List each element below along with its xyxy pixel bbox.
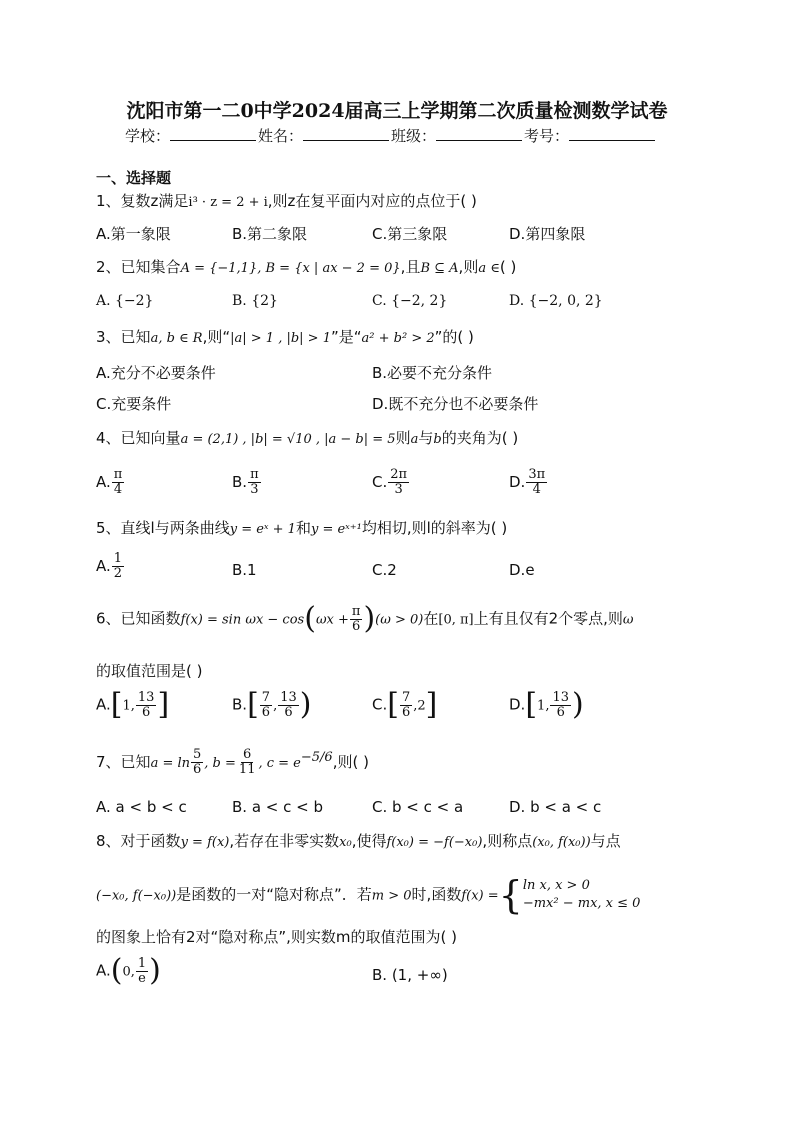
option-c[interactable]: C.充要条件: [96, 395, 172, 413]
numerator: 2π: [390, 467, 408, 482]
fraction: [112, 552, 124, 581]
class-label: 班级：: [391, 127, 437, 145]
math-expression: f(x) =: [461, 888, 499, 904]
page-title: 沈阳市第一二0中学2024届高三上学期第二次质量检测数学试卷: [126, 100, 668, 122]
numerator: 1: [113, 551, 123, 566]
fraction: [550, 691, 571, 720]
question-text: 已知: [120, 328, 151, 346]
option-label: B.: [232, 695, 248, 714]
question-text: ,则( ): [332, 753, 369, 771]
question-text: ,则“: [202, 328, 231, 346]
number-blank[interactable]: [569, 126, 655, 141]
option-a[interactable]: [96, 552, 125, 581]
option-a[interactable]: A. {−2}: [96, 293, 154, 309]
question-number: 5、: [96, 519, 121, 537]
question-text: 直线l与两条曲线: [120, 519, 230, 537]
question-number: 3、: [96, 328, 121, 346]
math-expression: a = ln: [150, 756, 191, 771]
brace: {: [498, 873, 523, 917]
vector-a: a: [410, 432, 419, 447]
math-expression: a = (2,1) , |b| = √10 , |a − b| = 5: [180, 432, 396, 447]
question-text: 在: [423, 609, 439, 628]
question-text: 均相切,则l的斜率为( ): [361, 519, 508, 537]
denominator: 6: [401, 704, 411, 720]
math-expression: a ∈: [478, 261, 500, 276]
option-label: C.: [372, 695, 388, 714]
question-text: ”是“: [330, 328, 362, 346]
option-b[interactable]: [232, 468, 262, 497]
paren-open: (: [304, 601, 316, 636]
section-heading: 一、选择题: [96, 169, 172, 187]
question-text: 则: [395, 429, 411, 447]
name-blank[interactable]: [303, 126, 389, 141]
math-expression: y = eˣ⁺¹: [310, 522, 362, 537]
option-c[interactable]: [372, 468, 410, 497]
option-d[interactable]: [509, 687, 584, 722]
math-expression: [0, π]: [438, 612, 474, 628]
denominator: 4: [113, 482, 123, 497]
question-3: [96, 326, 474, 347]
fraction: [388, 468, 409, 497]
math-expression: A = {−1,1}: [180, 261, 258, 276]
math-expression: , c = e: [258, 756, 301, 771]
number-label: 考号：: [524, 127, 570, 145]
question-text: ,若存在非零实数: [229, 832, 340, 850]
math-expression: B ⊆ A: [420, 261, 459, 276]
math-expression: f(x₀) = −f(−x₀): [386, 835, 483, 850]
option-b[interactable]: B. {2}: [232, 293, 278, 309]
fraction: [136, 957, 148, 986]
denominator: 4: [532, 482, 541, 497]
denominator: 3: [250, 482, 259, 497]
student-info-line: [125, 125, 657, 146]
question-text: 已知集合: [120, 258, 181, 276]
option-d[interactable]: D.既不充分也不必要条件: [372, 395, 539, 413]
option-b[interactable]: B. (1, +∞): [372, 966, 448, 984]
question-text: 已知向量: [120, 429, 181, 447]
question-1: [96, 190, 477, 211]
option-b[interactable]: B.必要不充分条件: [372, 364, 493, 382]
question-text: 上有且仅有2个零点,则: [473, 609, 623, 628]
math-expression: x₀: [339, 835, 352, 850]
denominator: 6: [352, 618, 361, 634]
option-label: A.: [96, 695, 111, 714]
fraction: [136, 691, 157, 720]
question-text: 已知函数: [120, 609, 181, 628]
fraction: [112, 468, 125, 497]
question-text: 与: [418, 429, 434, 447]
option-c[interactable]: C. b < c < a: [372, 798, 464, 816]
fraction: [400, 691, 412, 720]
denominator: 6: [556, 704, 565, 720]
question-text: 对于函数: [120, 832, 181, 850]
option-d[interactable]: D. {−2, 0, 2}: [509, 293, 603, 309]
upper-bound: 2: [417, 698, 426, 714]
bracket-close: ): [299, 687, 312, 722]
fraction: [350, 605, 363, 634]
lower-bound: 0,: [122, 964, 135, 980]
numerator: π: [250, 467, 259, 482]
fraction: [248, 468, 261, 497]
question-text: ,则称点: [482, 832, 533, 850]
fraction: [191, 748, 203, 777]
option-c[interactable]: [372, 687, 438, 722]
option-label: B.: [232, 473, 248, 491]
math-expression: y = eˣ + 1: [229, 522, 296, 537]
question-text: 时,函数: [411, 885, 462, 904]
question-number: 8、: [96, 832, 121, 850]
math-expression: m > 0: [371, 888, 412, 904]
math-expression: , b =: [204, 756, 236, 771]
denominator: 6: [142, 704, 151, 720]
lower-bound: 1,: [122, 698, 135, 714]
paren-close: ): [149, 953, 161, 988]
numerator: 6: [243, 747, 252, 762]
numerator: 7: [261, 689, 271, 705]
lower-bound: 1,: [537, 698, 550, 714]
bracket-open: [: [110, 687, 123, 722]
question-text: ,则z在复平面内对应的点位于( ): [267, 192, 477, 210]
bracket-close: ]: [157, 687, 170, 722]
numerator: 13: [280, 689, 297, 705]
option-label: A.: [96, 557, 111, 575]
question-8-line-3: 的图象上恰有2对“隐对称点”,则实数m的取值范围为( ): [96, 928, 457, 946]
question-text: 和: [295, 519, 311, 537]
case-1: ln x, x > 0: [522, 878, 590, 893]
math-expression: |a| > 1 , |b| > 1: [230, 331, 331, 346]
question-text: 已知: [120, 753, 151, 771]
question-6-line-2: 的取值范围是( ): [96, 662, 203, 680]
option-label: D.: [509, 473, 526, 491]
option-a[interactable]: A.充分不必要条件: [96, 364, 216, 382]
numerator: 13: [137, 689, 155, 705]
question-text: 的夹角为( ): [441, 429, 519, 447]
option-b[interactable]: B.第二象限: [232, 225, 308, 243]
question-text: 复数z满足: [120, 192, 189, 210]
denominator: 6: [261, 704, 271, 720]
vector-b: b: [433, 432, 442, 447]
option-d[interactable]: D. b < a < c: [509, 798, 602, 816]
fraction: [237, 748, 258, 777]
option-c[interactable]: C.2: [372, 561, 397, 579]
bracket-open: [: [247, 687, 259, 722]
math-expression: , B = {x | ax − 2 = 0}: [257, 261, 401, 276]
math-expression: i³ · z = 2 + i: [188, 195, 268, 210]
option-c[interactable]: C. {−2, 2}: [372, 293, 448, 309]
option-a[interactable]: [96, 468, 125, 497]
denominator: 6: [193, 762, 202, 777]
numerator: 5: [193, 747, 202, 762]
question-8-line-2: [96, 873, 641, 917]
question-2: [96, 256, 516, 277]
question-8: [96, 830, 621, 851]
denominator: e: [138, 970, 146, 986]
option-a[interactable]: [96, 687, 170, 722]
exponent: −5/6: [300, 750, 333, 765]
option-label: A.: [96, 961, 111, 980]
option-d[interactable]: D.e: [509, 561, 535, 579]
question-5: [96, 517, 507, 538]
math-expression: a, b ∈ R: [150, 331, 203, 346]
numerator: 13: [552, 689, 569, 705]
option-label: A.: [96, 473, 111, 491]
bracket-open: [: [387, 687, 399, 722]
option-b[interactable]: B. a < c < b: [232, 798, 323, 816]
paren-close: ): [363, 601, 376, 636]
numerator: 3π: [528, 467, 546, 482]
bracket-open: [: [525, 687, 538, 722]
question-4: [96, 427, 518, 448]
denominator: 3: [394, 482, 403, 497]
piecewise-cases: [523, 877, 641, 913]
comma: ,: [413, 698, 418, 714]
question-text: ”的( ): [434, 328, 474, 346]
math-expression: (ω > 0): [375, 612, 424, 628]
question-number: 1、: [96, 192, 121, 210]
numerator: π: [113, 467, 123, 482]
option-c[interactable]: C.第三象限: [372, 225, 448, 243]
class-blank[interactable]: [436, 126, 522, 141]
question-text: ,使得: [351, 832, 387, 850]
math-expression: ωx +: [315, 612, 349, 628]
option-d[interactable]: D.第四象限: [509, 225, 586, 243]
question-text: ,则: [458, 258, 479, 276]
case-2: −mx² − mx, x ≤ 0: [522, 896, 641, 911]
question-number: 2、: [96, 258, 121, 276]
numerator: 7: [401, 689, 411, 705]
question-number: 7、: [96, 753, 121, 771]
question-text: 与点: [590, 832, 621, 850]
question-number: 6、: [96, 609, 121, 628]
question-text: ( ): [499, 258, 517, 276]
comma: ,: [273, 698, 278, 714]
math-expression: (−x₀, f(−x₀)): [96, 888, 177, 904]
numerator: π: [351, 603, 361, 619]
option-label: C.: [372, 473, 388, 491]
option-b[interactable]: [232, 687, 312, 722]
question-number: 4、: [96, 429, 121, 447]
denominator: 11: [238, 762, 256, 777]
paren-open: (: [110, 953, 123, 988]
bracket-close: ]: [425, 687, 438, 722]
fraction: [260, 691, 272, 720]
school-label: 学校：: [125, 127, 171, 145]
option-d[interactable]: [509, 468, 548, 497]
math-expression: a² + b² > 2: [361, 331, 435, 346]
question-text: ,且: [400, 258, 421, 276]
option-a[interactable]: A.第一象限: [96, 225, 171, 243]
question-7: [96, 748, 369, 777]
denominator: 2: [113, 566, 123, 581]
name-label: 姓名：: [258, 127, 304, 145]
option-a[interactable]: A. a < b < c: [96, 798, 187, 816]
numerator: 1: [137, 955, 147, 971]
fraction: [278, 691, 299, 720]
fraction: [526, 468, 547, 497]
question-text: 是函数的一对“隐对称点”．若: [176, 885, 372, 904]
option-a[interactable]: [96, 953, 161, 988]
bracket-close: ): [572, 687, 584, 722]
school-blank[interactable]: [170, 126, 256, 141]
math-expression: f(x) = sin ωx − cos: [180, 612, 305, 628]
math-expression: (x₀, f(x₀)): [532, 835, 591, 850]
math-expression: y = f(x): [180, 835, 230, 850]
question-6: [96, 601, 634, 636]
option-label: D.: [509, 695, 526, 714]
math-expression: ω: [622, 612, 634, 628]
option-b[interactable]: B.1: [232, 561, 257, 579]
denominator: 6: [284, 704, 293, 720]
